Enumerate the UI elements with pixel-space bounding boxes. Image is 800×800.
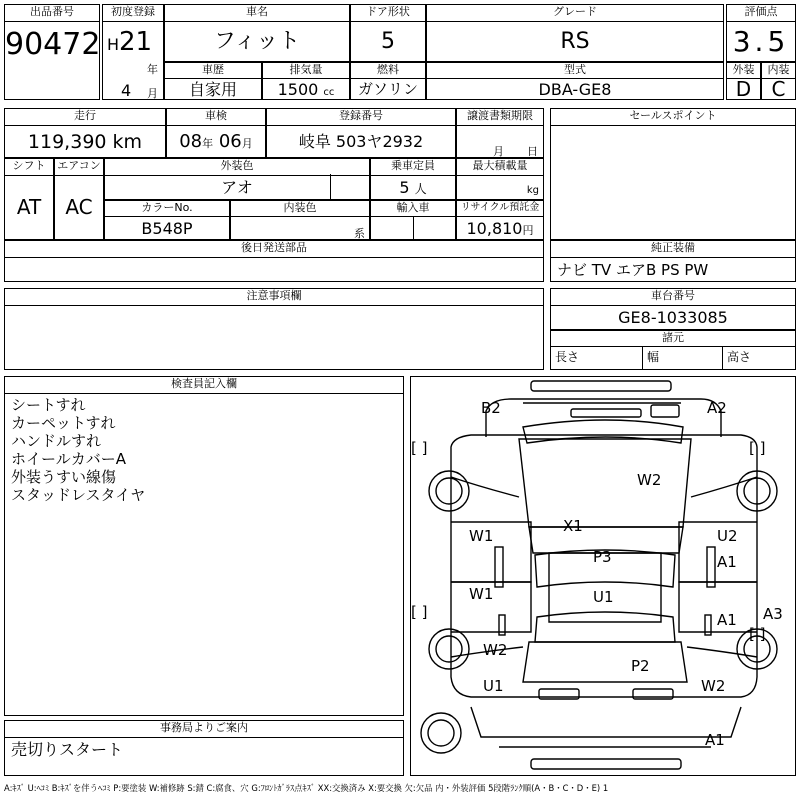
shift: AT xyxy=(16,195,42,219)
int-color-unit: 系 xyxy=(354,227,365,240)
load-label: 最大積載量 xyxy=(457,159,543,176)
bumper-top-shape xyxy=(531,381,671,391)
inspection-box xyxy=(166,108,266,158)
reg-number-label: 登録番号 xyxy=(267,109,455,126)
capacity: 5 xyxy=(399,178,410,197)
color-no-label: カラーNo. xyxy=(105,201,229,217)
ext-label: 外装 xyxy=(727,63,760,79)
mark-w2-hood: W2 xyxy=(637,471,662,489)
transfer-month: 月 xyxy=(493,145,504,158)
inspector-note: ハンドルすれ xyxy=(11,432,102,450)
inspector-box xyxy=(4,376,404,716)
load-unit: kg xyxy=(526,185,539,196)
reg-number-box xyxy=(266,108,456,158)
length-label: 長さ xyxy=(551,346,643,369)
mark-a1-bottom: A1 xyxy=(705,731,725,749)
transfer-day: 日 xyxy=(527,145,538,158)
mileage-box xyxy=(4,108,166,158)
inspection-month-unit: 月 xyxy=(241,137,253,150)
bracket-right-2: [ ] xyxy=(749,625,766,643)
body-color: アオ xyxy=(221,178,253,197)
first-reg-box xyxy=(102,4,164,100)
capacity-unit: 人 xyxy=(414,182,427,196)
color-label: 外装色 xyxy=(105,159,369,176)
mileage-label: 走行 xyxy=(5,109,165,126)
recycle-unit: 円 xyxy=(522,224,534,237)
ac-label: エアコン xyxy=(55,159,103,176)
door-label: ドア形状 xyxy=(351,5,425,22)
door-box xyxy=(350,4,426,62)
chassis-number: GE8-1033085 xyxy=(618,308,728,327)
later-parts-label: 後日発送部品 xyxy=(5,241,543,258)
int-label: 内装 xyxy=(762,63,795,79)
import-label: 輸入車 xyxy=(371,201,455,217)
legend: A:ｷｽﾞ U:ﾍｺﾐ B:ｷｽﾞを伴うﾍｺﾐ P:要塗装 W:補修跡 S:錆 C:腐食、穴 G:ﾌﾛﾝﾄｶﾞﾗｽ点ｷｽﾞ XX:交換済み X:要交換 欠:欠品 内・外装評価 5段階ﾗﾝｸ順(A・B・C・D・E) 1 xyxy=(4,783,609,793)
score-box xyxy=(726,4,796,62)
later-parts-box xyxy=(4,240,544,282)
first-reg-label: 初度登録 xyxy=(103,5,163,22)
inspection-label: 車検 xyxy=(167,109,265,126)
transfer-box xyxy=(456,108,544,158)
front-body-shape xyxy=(486,399,721,437)
dims-label: 諸元 xyxy=(551,331,795,347)
inspector-note: シートすれ xyxy=(11,396,86,414)
import-box xyxy=(370,200,456,240)
mark-a1-right-1: A1 xyxy=(717,553,737,571)
grade: RS xyxy=(560,29,590,54)
shift-box xyxy=(4,158,54,240)
month-unit: 月 xyxy=(147,87,158,100)
reg-year: 21 xyxy=(119,27,153,57)
history-box xyxy=(164,62,262,100)
mark-x1: X1 xyxy=(563,517,583,535)
office-label: 事務局よりご案内 xyxy=(5,721,403,738)
era: H xyxy=(107,35,120,54)
bumper-rear-shape xyxy=(471,707,741,737)
mark-p2: P2 xyxy=(631,657,650,675)
load-box xyxy=(456,158,544,200)
width-label: 幅 xyxy=(643,346,723,369)
fuel: ガソリン xyxy=(357,80,418,98)
mark-w2-right: W2 xyxy=(701,677,726,695)
hood-shape xyxy=(519,439,691,527)
inspector-note: 外装うすい線傷 xyxy=(11,468,117,486)
office-box xyxy=(4,720,404,776)
height-label: 高さ xyxy=(727,350,752,364)
mark-w1-left-2: W1 xyxy=(469,585,494,603)
import-divider xyxy=(413,216,414,240)
equipment-box xyxy=(550,240,796,282)
car-name: フィット xyxy=(213,29,301,54)
model-box xyxy=(426,62,724,100)
capacity-box xyxy=(370,158,456,200)
model-code: DBA-GE8 xyxy=(538,80,612,99)
inspector-note: ホイールカバーA xyxy=(11,450,126,468)
inspection-month: 06 xyxy=(218,131,242,152)
grade-box xyxy=(426,4,724,62)
car-name-label: 車名 xyxy=(165,5,349,22)
mark-a1-right-2: A1 xyxy=(717,611,737,629)
chassis-label: 車台番号 xyxy=(551,289,795,306)
mileage-unit: km xyxy=(112,131,143,153)
recycle-box xyxy=(456,200,544,240)
notes-label: 注意事項欄 xyxy=(5,289,543,306)
rear-shape xyxy=(523,642,687,682)
ac: AC xyxy=(65,195,93,219)
mark-u2: U2 xyxy=(717,527,738,545)
transfer-label: 譲渡書類期限 xyxy=(457,109,543,126)
fuel-label: 燃料 xyxy=(351,63,425,79)
displacement: 1500 xyxy=(277,80,319,99)
history-label: 車歴 xyxy=(165,63,261,79)
fuel-box xyxy=(350,62,426,100)
office-note: 売切りスタート xyxy=(11,740,124,759)
history: 自家用 xyxy=(188,80,237,99)
mark-b2: B2 xyxy=(481,399,501,417)
disp-box xyxy=(262,62,350,100)
year-unit: 年 xyxy=(147,63,158,76)
score: 3.5 xyxy=(732,25,790,58)
reg-month: 4 xyxy=(121,81,132,100)
mark-w1-left: W1 xyxy=(469,527,494,545)
int-color-label: 内装色 xyxy=(231,201,369,217)
color-divider xyxy=(330,174,331,200)
inspector-note: スタッドレスタイヤ xyxy=(11,486,146,504)
chassis-box xyxy=(550,288,796,330)
mark-a2-top: A2 xyxy=(707,399,727,417)
lot-box xyxy=(4,4,100,100)
reg-number: 岐阜 503ヤ2932 xyxy=(298,132,424,151)
disp-unit: cc xyxy=(323,87,335,98)
sales-point-box xyxy=(550,108,796,240)
inspector-notes xyxy=(5,394,403,506)
mileage: 119,390 xyxy=(27,131,107,153)
color-no-box xyxy=(104,200,230,240)
int-color-box xyxy=(230,200,370,240)
disp-label: 排気量 xyxy=(263,63,349,79)
notes-box xyxy=(4,288,544,370)
equipment: ナビ TV エアB PS PW xyxy=(557,261,709,279)
grade-label: グレード xyxy=(427,5,723,22)
bracket-left-2: [ ] xyxy=(411,603,428,621)
ext-grade: D xyxy=(735,77,752,101)
model-label: 型式 xyxy=(427,63,723,79)
dims-box xyxy=(550,330,796,370)
ac-box xyxy=(54,158,104,240)
mark-p3: P3 xyxy=(593,548,612,566)
mark-a3: A3 xyxy=(763,605,783,623)
shift-label: シフト xyxy=(5,159,53,176)
lot-label: 出品番号 xyxy=(5,5,99,22)
doors: 5 xyxy=(381,29,395,54)
ext-grade-box xyxy=(726,62,761,100)
inspector-label: 検査員記入欄 xyxy=(5,377,403,394)
score-label: 評価点 xyxy=(727,5,795,22)
mark-u1-bottom: U1 xyxy=(483,677,504,695)
tyre-fl-shape xyxy=(429,471,469,511)
inspection-year-unit: 年 xyxy=(202,137,214,150)
damage-diagram-box xyxy=(410,376,796,776)
capacity-label: 乗車定員 xyxy=(371,159,455,176)
tyre-rl-shape xyxy=(429,629,469,669)
inspector-note: カーペットすれ xyxy=(11,414,116,432)
int-grade-box xyxy=(761,62,796,100)
equipment-label: 純正装備 xyxy=(551,241,795,258)
inspection-year: 08 xyxy=(179,131,203,152)
spare-tyre-shape xyxy=(421,713,461,753)
lot-number: 90472 xyxy=(5,27,101,62)
recycle-fee: 10,810 xyxy=(466,219,523,238)
mark-w2-left: W2 xyxy=(483,641,508,659)
sales-point-label: セールスポイント xyxy=(551,109,795,126)
mark-u1-roof: U1 xyxy=(593,588,614,606)
car-diagram xyxy=(411,377,795,775)
int-grade: C xyxy=(771,77,786,101)
bracket-right-1: [ ] xyxy=(749,439,766,457)
color-no: B548P xyxy=(141,219,193,238)
bracket-left-1: [ ] xyxy=(411,439,428,457)
car-name-box xyxy=(164,4,350,62)
recycle-label: リサイクル預託金 xyxy=(457,201,543,217)
